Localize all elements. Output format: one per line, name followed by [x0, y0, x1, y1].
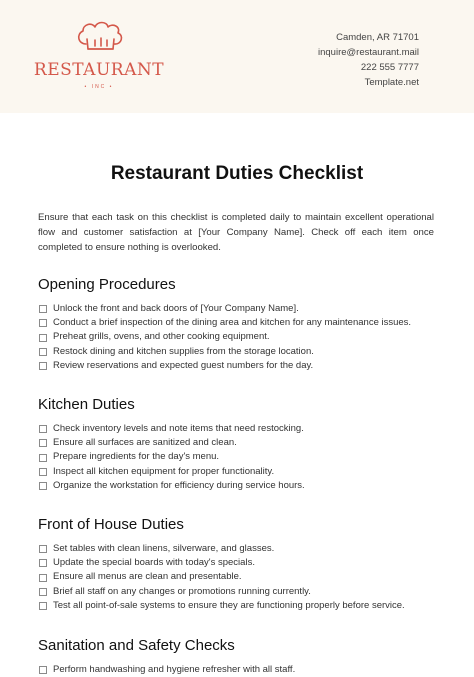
- checklist-item[interactable]: [38, 663, 295, 677]
- checkbox-icon[interactable]: [39, 362, 47, 370]
- checklist-item-label: Brief all staff on any changes or promotions running currently.: [53, 585, 311, 597]
- contact-phone: 222 555 7777: [360, 62, 419, 73]
- checklist-item-label: Inspect all kitchen equipment for proper functionality.: [53, 465, 275, 477]
- checklist-item[interactable]: [38, 479, 305, 493]
- checkbox-icon[interactable]: [39, 602, 47, 610]
- checklist-item[interactable]: [38, 359, 411, 373]
- document-title: Restaurant Duties Checklist: [110, 163, 364, 184]
- contact-website[interactable]: Template.net: [364, 77, 419, 88]
- checklist-item-label: Preheat grills, ovens, and other cooking equipment.: [53, 331, 270, 343]
- checklist-item[interactable]: [38, 599, 405, 613]
- checkbox-icon[interactable]: [39, 468, 47, 476]
- contact-email[interactable]: inquire@restaurant.mail: [318, 47, 419, 58]
- checklist-item-label: Review reservations and expected guest numbers for the day.: [53, 359, 314, 371]
- letterhead: [0, 0, 474, 113]
- checklist-item[interactable]: [38, 302, 411, 316]
- checkbox-icon[interactable]: [39, 334, 47, 342]
- checkbox-icon[interactable]: [39, 559, 47, 567]
- checklist-item[interactable]: [38, 542, 405, 556]
- contact-address: Camden, AR 71701: [336, 32, 419, 43]
- checklist-item-label: Update the special boards with today's specials.: [53, 557, 255, 569]
- checklist-item[interactable]: [38, 450, 305, 464]
- checklist-item-label: Perform handwashing and hygiene refresher with all staff.: [53, 664, 296, 675]
- checkbox-icon[interactable]: [39, 454, 47, 462]
- checklist-item-label: Restock dining and kitchen supplies from the storage location.: [53, 345, 314, 357]
- checklist-item-label: Conduct a brief inspection of the dining area and kitchen for any maintenance issues.: [53, 317, 412, 329]
- checklist-item-label: Test all point-of-sale systems to ensure they are functioning properly before service.: [53, 599, 405, 611]
- checklist-item[interactable]: [38, 436, 305, 450]
- section-heading-front-of-house-duties: Front of House Duties: [38, 516, 184, 533]
- checkbox-icon[interactable]: [39, 666, 47, 674]
- checklist-kitchen-duties: [38, 422, 305, 493]
- checkbox-icon[interactable]: [39, 574, 47, 582]
- checkbox-icon[interactable]: [39, 545, 47, 553]
- checklist-item-label: Ensure all surfaces are sanitized and clean.: [53, 437, 237, 449]
- checklist-item-label: Ensure all menus are clean and presentable.: [53, 571, 242, 583]
- checkbox-icon[interactable]: [39, 319, 47, 327]
- checklist-item[interactable]: [38, 465, 305, 479]
- contact-info: [318, 30, 419, 90]
- checklist-front-of-house-duties: [38, 542, 405, 613]
- checkbox-icon[interactable]: [39, 439, 47, 447]
- section-heading-kitchen-duties: Kitchen Duties: [38, 396, 135, 413]
- checklist-item-label: Organize the workstation for efficiency during service hours.: [53, 479, 305, 491]
- checkbox-icon[interactable]: [39, 305, 47, 313]
- checklist-item-label: Unlock the front and back doors of [Your Company Name].: [53, 303, 299, 314]
- checklist-item[interactable]: [38, 316, 411, 330]
- checklist-item[interactable]: [38, 422, 305, 436]
- checklist-item-label: Set tables with clean linens, silverware, and glasses.: [53, 543, 275, 554]
- restaurant-logo: [33, 18, 165, 96]
- section-heading-opening-procedures: Opening Procedures: [38, 276, 176, 293]
- checklist-sanitation-and-safety-checks: [38, 663, 295, 677]
- section-heading-sanitation-and-safety-checks: Sanitation and Safety Checks: [38, 637, 235, 654]
- checkbox-icon[interactable]: [39, 482, 47, 490]
- checklist-item[interactable]: [38, 330, 411, 344]
- checklist-item[interactable]: [38, 585, 405, 599]
- checklist-opening-procedures: [38, 302, 411, 373]
- checklist-item[interactable]: [38, 345, 411, 359]
- checkbox-icon[interactable]: [39, 588, 47, 596]
- checklist-item-label: Check inventory levels and note items that need restocking.: [53, 423, 304, 434]
- logo-brand-text: RESTAURANT: [33, 60, 165, 80]
- checklist-item[interactable]: [38, 556, 405, 570]
- checklist-item[interactable]: [38, 570, 405, 584]
- intro-paragraph: Ensure that each task on this checklist is completed daily to maintain excellent operational flow and customer satisfaction at [Your Company Name]. Check off each item once completed to ensure nothing is overlooked.: [38, 212, 434, 253]
- checkbox-icon[interactable]: [39, 425, 47, 433]
- logo-tagline: • INC •: [84, 84, 114, 90]
- checklist-item-label: Prepare ingredients for the day's menu.: [53, 451, 220, 463]
- checkbox-icon[interactable]: [39, 348, 47, 356]
- chef-hat-icon: [33, 18, 165, 96]
